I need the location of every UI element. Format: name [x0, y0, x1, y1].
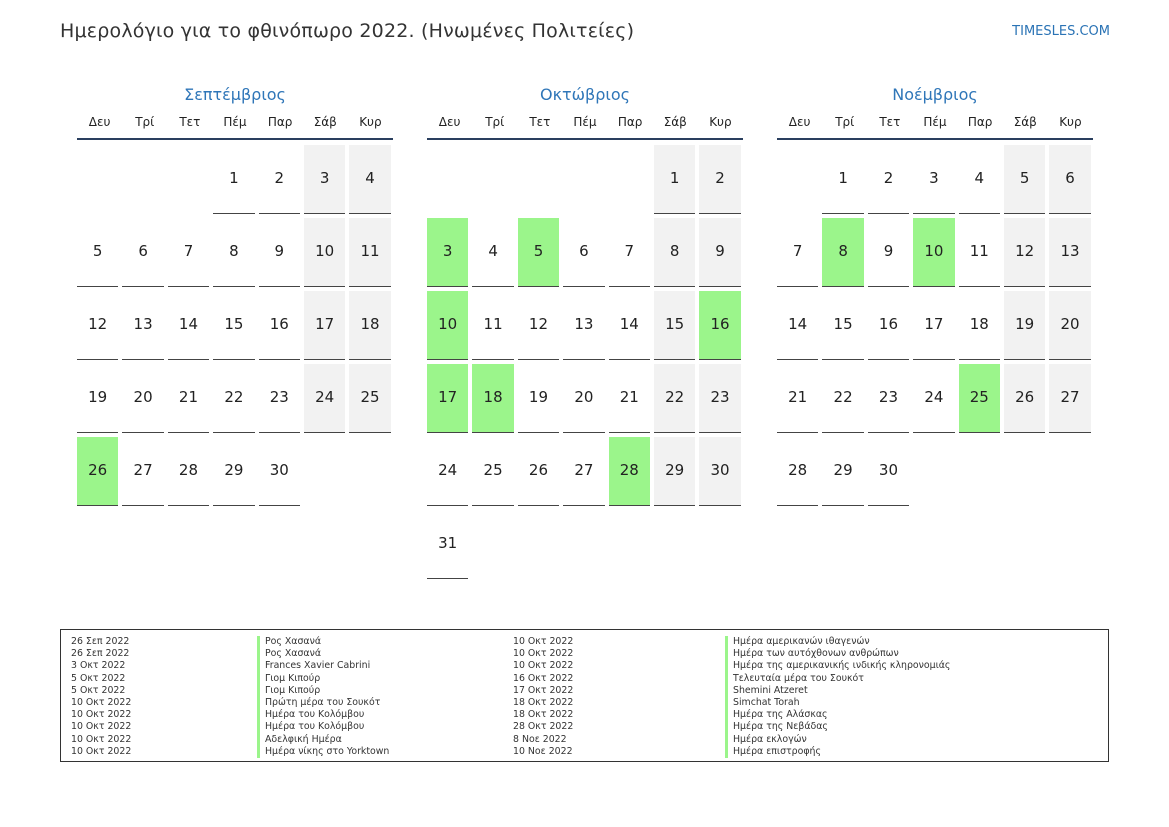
day-cell[interactable]: 6: [563, 218, 604, 287]
legend-holiday-name: Simchat Torah: [725, 697, 950, 709]
day-cell[interactable]: 9: [259, 218, 300, 287]
legend-holiday-name: Ημέρα νίκης στο Yorktown: [257, 746, 389, 758]
weekday-label: Σάβ: [1013, 115, 1037, 129]
weekday-label: Παρ: [967, 115, 993, 129]
day-cell[interactable]: 28: [777, 437, 818, 506]
day-cell[interactable]: 22: [213, 364, 254, 433]
day-cell[interactable]: 26: [1004, 364, 1045, 433]
legend-names-right: [725, 636, 950, 758]
day-cell[interactable]: 3: [913, 145, 954, 214]
day-cell[interactable]: 20: [122, 364, 163, 433]
legend-holiday-name: Ημέρα αμερικανών ιθαγενών: [725, 636, 950, 648]
legend-holiday-name: Ημέρα της αμερικανικής ινδικής κληρονομιάς: [725, 660, 950, 672]
day-cell[interactable]: 3: [304, 145, 345, 214]
day-cell[interactable]: 5: [1004, 145, 1045, 214]
legend-date: 10 Οκτ 2022: [71, 721, 132, 733]
legend-date: 18 Οκτ 2022: [513, 696, 574, 708]
empty-cell: [563, 145, 604, 214]
weekday-label: Κυρ: [359, 115, 382, 129]
legend-date: 26 Σεπ 2022: [71, 648, 130, 660]
legend-date: 10 Νοε 2022: [513, 745, 573, 757]
day-cell[interactable]: 13: [1049, 218, 1090, 287]
day-cell[interactable]: 30: [259, 437, 300, 506]
day-cell[interactable]: 23: [868, 364, 909, 433]
day-cell[interactable]: 2: [259, 145, 300, 214]
day-cell[interactable]: 14: [168, 291, 209, 360]
month-title: Σεπτέμβριος: [184, 85, 286, 104]
day-cell[interactable]: 24: [427, 437, 468, 506]
legend-holiday-name: Ρος Χασανά: [257, 636, 389, 648]
day-cell[interactable]: 13: [122, 291, 163, 360]
legend-names-left: [257, 636, 389, 758]
day-cell[interactable]: 29: [654, 437, 695, 506]
legend-date: 5 Οκτ 2022: [71, 684, 126, 696]
holiday-day-cell[interactable]: 25: [959, 364, 1000, 433]
day-cell[interactable]: 16: [868, 291, 909, 360]
day-cell[interactable]: 7: [777, 218, 818, 287]
day-cell[interactable]: 1: [213, 145, 254, 214]
legend-date: 5 Οκτ 2022: [71, 672, 126, 684]
day-cell[interactable]: 11: [959, 218, 1000, 287]
weekday-label: Παρ: [267, 115, 293, 129]
legend-holiday-name: Αδελφική Ημέρα: [257, 734, 389, 746]
holiday-legend: [60, 629, 1109, 762]
month-calendar: [427, 84, 743, 579]
day-cell[interactable]: 11: [349, 218, 390, 287]
weekday-header: [777, 108, 1093, 140]
legend-date: 18 Οκτ 2022: [513, 709, 574, 721]
day-cell[interactable]: 11: [472, 291, 513, 360]
day-cell[interactable]: 23: [699, 364, 740, 433]
weekday-label: Παρ: [617, 115, 643, 129]
legend-holiday-name: Ημέρα επιστροφής: [725, 746, 950, 758]
legend-dates-left: [71, 636, 131, 758]
day-cell[interactable]: 6: [122, 218, 163, 287]
day-cell[interactable]: 7: [609, 218, 650, 287]
weekday-label: Κυρ: [1059, 115, 1082, 129]
weekday-label: Κυρ: [709, 115, 732, 129]
month-calendar: [777, 84, 1093, 506]
day-cell[interactable]: 7: [168, 218, 209, 287]
legend-holiday-name: Frances Xavier Cabrini: [257, 660, 389, 672]
holiday-day-cell[interactable]: 16: [699, 291, 740, 360]
day-cell[interactable]: 8: [654, 218, 695, 287]
holiday-day-cell[interactable]: 8: [822, 218, 863, 287]
legend-date: 3 Οκτ 2022: [71, 660, 126, 672]
empty-cell: [77, 145, 118, 214]
day-cell[interactable]: 25: [349, 364, 390, 433]
day-cell[interactable]: 12: [518, 291, 559, 360]
day-grid: [777, 145, 1093, 506]
day-cell[interactable]: 16: [259, 291, 300, 360]
day-cell[interactable]: 21: [609, 364, 650, 433]
weekday-header: [427, 108, 743, 140]
weekday-label: Δευ: [88, 115, 111, 129]
day-cell[interactable]: 19: [77, 364, 118, 433]
day-cell[interactable]: 8: [213, 218, 254, 287]
day-cell[interactable]: 26: [518, 437, 559, 506]
page-title: Ημερολόγιο για το φθινόπωρο 2022. (Ηνωμένες Πολιτείες): [60, 20, 635, 42]
day-cell[interactable]: 21: [777, 364, 818, 433]
holiday-day-cell[interactable]: 17: [427, 364, 468, 433]
day-cell[interactable]: 22: [654, 364, 695, 433]
weekday-label: Πέμ: [573, 115, 597, 129]
holiday-day-cell[interactable]: 5: [518, 218, 559, 287]
day-cell[interactable]: 15: [213, 291, 254, 360]
day-cell[interactable]: 18: [959, 291, 1000, 360]
day-cell[interactable]: 29: [822, 437, 863, 506]
day-cell[interactable]: 2: [699, 145, 740, 214]
holiday-day-cell[interactable]: 18: [472, 364, 513, 433]
weekday-label: Τετ: [529, 115, 551, 129]
legend-holiday-name: Ημέρα εκλογών: [725, 734, 950, 746]
day-cell[interactable]: 12: [1004, 218, 1045, 287]
day-cell[interactable]: 24: [304, 364, 345, 433]
day-cell[interactable]: 28: [168, 437, 209, 506]
day-grid: [77, 145, 393, 506]
legend-date: 8 Νοε 2022: [513, 733, 567, 745]
day-cell[interactable]: 14: [777, 291, 818, 360]
holiday-day-cell[interactable]: 10: [427, 291, 468, 360]
empty-cell: [777, 145, 818, 214]
legend-date: 10 Οκτ 2022: [71, 745, 132, 757]
day-cell[interactable]: 1: [822, 145, 863, 214]
month-title: Οκτώβριος: [539, 85, 630, 104]
day-cell[interactable]: 13: [563, 291, 604, 360]
day-cell[interactable]: 20: [563, 364, 604, 433]
weekday-label: Πέμ: [923, 115, 947, 129]
day-cell[interactable]: 25: [472, 437, 513, 506]
day-cell[interactable]: 10: [304, 218, 345, 287]
site-link[interactable]: TIMESLES.COM: [1012, 24, 1110, 39]
legend-holiday-name: Ημέρα της Αλάσκας: [725, 709, 950, 721]
weekday-label: Τρί: [135, 115, 155, 129]
day-cell[interactable]: 21: [168, 364, 209, 433]
day-cell[interactable]: 30: [699, 437, 740, 506]
holiday-day-cell[interactable]: 28: [609, 437, 650, 506]
empty-cell: [427, 145, 468, 214]
legend-date: 10 Οκτ 2022: [513, 648, 574, 660]
weekday-label: Δευ: [788, 115, 811, 129]
legend-holiday-name: Ημέρα του Κολόμβου: [257, 721, 389, 733]
weekday-label: Σάβ: [313, 115, 337, 129]
legend-holiday-name: Shemini Atzeret: [725, 685, 950, 697]
holiday-day-cell[interactable]: 26: [77, 437, 118, 506]
legend-holiday-name: Γιομ Κιπούρ: [257, 673, 389, 685]
holiday-day-cell[interactable]: 10: [913, 218, 954, 287]
day-cell[interactable]: 20: [1049, 291, 1090, 360]
day-cell[interactable]: 6: [1049, 145, 1090, 214]
month-calendar: [77, 84, 393, 506]
weekday-label: Τρί: [835, 115, 855, 129]
weekday-label: Τετ: [879, 115, 901, 129]
weekday-header: [77, 108, 393, 140]
legend-holiday-name: Ημέρα του Κολόμβου: [257, 709, 389, 721]
empty-cell: [168, 145, 209, 214]
day-cell[interactable]: 30: [868, 437, 909, 506]
day-cell[interactable]: 2: [868, 145, 909, 214]
legend-holiday-name: Ημέρα των αυτόχθονων ανθρώπων: [725, 648, 950, 660]
day-cell[interactable]: 27: [1049, 364, 1090, 433]
day-cell[interactable]: 4: [472, 218, 513, 287]
day-cell[interactable]: 18: [349, 291, 390, 360]
empty-cell: [518, 145, 559, 214]
empty-cell: [122, 145, 163, 214]
day-grid: [427, 145, 743, 579]
legend-date: 10 Οκτ 2022: [513, 660, 574, 672]
day-cell[interactable]: 24: [913, 364, 954, 433]
legend-holiday-name: Πρώτη μέρα του Σουκότ: [257, 697, 389, 709]
holiday-day-cell[interactable]: 3: [427, 218, 468, 287]
legend-date: 10 Οκτ 2022: [71, 696, 132, 708]
empty-cell: [472, 145, 513, 214]
day-cell[interactable]: 17: [304, 291, 345, 360]
day-cell[interactable]: 14: [609, 291, 650, 360]
legend-date: 16 Οκτ 2022: [513, 672, 574, 684]
legend-date: 10 Οκτ 2022: [71, 709, 132, 721]
day-cell[interactable]: 12: [77, 291, 118, 360]
legend-date: 26 Σεπ 2022: [71, 636, 130, 647]
day-cell[interactable]: 31: [427, 510, 468, 579]
legend-date: 17 Οκτ 2022: [513, 684, 574, 696]
day-cell[interactable]: 19: [518, 364, 559, 433]
legend-date: 28 Οκτ 2022: [513, 721, 574, 733]
day-cell[interactable]: 4: [959, 145, 1000, 214]
day-cell[interactable]: 19: [1004, 291, 1045, 360]
day-cell[interactable]: 1: [654, 145, 695, 214]
day-cell[interactable]: 15: [822, 291, 863, 360]
legend-date: 10 Οκτ 2022: [71, 733, 132, 745]
weekday-label: Πέμ: [223, 115, 247, 129]
legend-holiday-name: Ρος Χασανά: [257, 648, 389, 660]
day-cell[interactable]: 9: [868, 218, 909, 287]
legend-holiday-name: Γιομ Κιπούρ: [257, 685, 389, 697]
weekday-label: Σάβ: [663, 115, 687, 129]
weekday-label: Δευ: [438, 115, 461, 129]
weekday-label: Τετ: [179, 115, 201, 129]
legend-holiday-name: Τελευταία μέρα του Σουκότ: [725, 673, 950, 685]
day-cell[interactable]: 27: [563, 437, 604, 506]
day-cell[interactable]: 29: [213, 437, 254, 506]
legend-holiday-name: Ημέρα της Νεβάδας: [725, 721, 950, 733]
day-cell[interactable]: 15: [654, 291, 695, 360]
day-cell[interactable]: 23: [259, 364, 300, 433]
day-cell[interactable]: 5: [77, 218, 118, 287]
month-title: Νοέμβριος: [892, 85, 978, 104]
day-cell[interactable]: 9: [699, 218, 740, 287]
day-cell[interactable]: 4: [349, 145, 390, 214]
day-cell[interactable]: 17: [913, 291, 954, 360]
day-cell[interactable]: 22: [822, 364, 863, 433]
weekday-label: Τρί: [485, 115, 505, 129]
day-cell[interactable]: 27: [122, 437, 163, 506]
legend-dates-right: [513, 636, 573, 758]
legend-date: 10 Οκτ 2022: [513, 636, 574, 647]
empty-cell: [609, 145, 650, 214]
